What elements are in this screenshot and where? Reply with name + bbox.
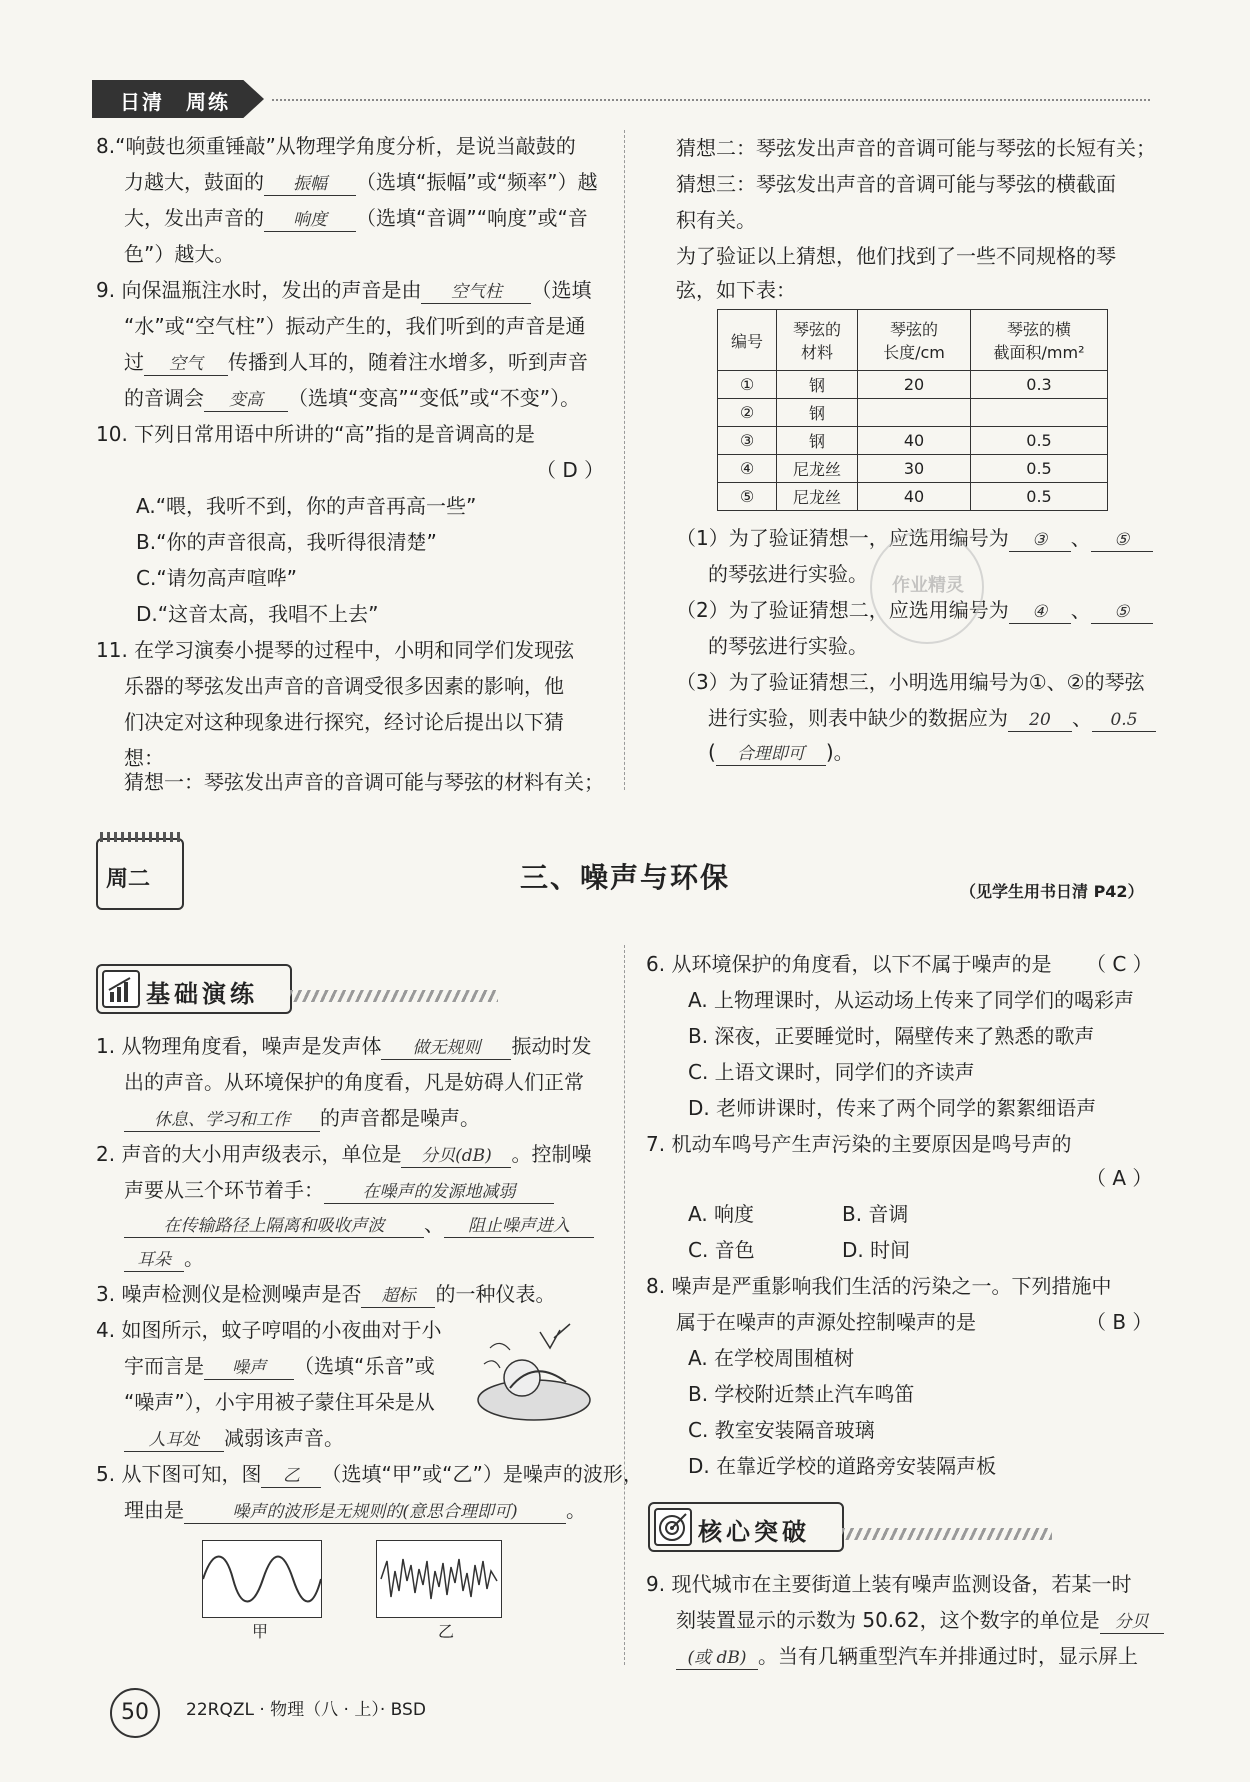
- footer-code: 22RQZL · 物理（八 · 上）· BSD: [186, 1700, 426, 1720]
- q8-answer-2: 响度: [264, 209, 356, 232]
- table-cell: ⑤: [718, 483, 777, 511]
- basic-q4-answer-1: 噪声: [204, 1357, 294, 1380]
- badge-stripe-2: [842, 1528, 1052, 1540]
- waveform-jia-label: 甲: [252, 1622, 269, 1641]
- badge-core: [648, 1502, 844, 1552]
- rq9-line3: (或 dB) 。当有几辆重型汽车并排通过时，显示屏上: [676, 1644, 1138, 1670]
- basic-q2-answer-4b: 耳朵: [124, 1249, 184, 1272]
- header-divider: [272, 99, 1150, 101]
- table-header-cell: 琴弦的 长度/cm: [858, 310, 971, 371]
- badge-stripe: [290, 990, 498, 1002]
- q8-line3: 大，发出声音的 响度 （选填“音调”“响度”或“音: [124, 206, 588, 230]
- table-cell: ③: [718, 427, 777, 455]
- table-header-row: [718, 310, 1108, 371]
- table-cell: 尼龙丝: [777, 483, 858, 511]
- string-spec-table: [717, 309, 1108, 511]
- basic-q5-line2: 理由是 噪声的波形是无规则的(意思合理即可) 。: [124, 1498, 586, 1522]
- basic-q4-line2: 宇而言是 噪声 （选填“乐音”或: [124, 1354, 435, 1378]
- table-cell: [858, 399, 971, 427]
- basic-q2-answer-1: 分贝(dB): [401, 1145, 511, 1168]
- basic-q4-line3: “噪声”），小宇用被子蒙住耳朵是从: [124, 1390, 435, 1414]
- waveform-yi: [376, 1540, 502, 1618]
- rq8-option-d: D. 在靠近学校的道路旁安装隔声板: [688, 1454, 997, 1478]
- basic-q2-answer-2: 在噪声的发源地减弱: [324, 1181, 554, 1204]
- rq7-option-d: D. 时间: [842, 1238, 911, 1262]
- waveform-yi-label: 乙: [438, 1622, 455, 1641]
- basic-q2-line2: 声要从三个环节着手： 在噪声的发源地减弱: [124, 1178, 554, 1204]
- table-cell: 0.5: [971, 427, 1108, 455]
- table-cell: ④: [718, 455, 777, 483]
- rq8-option-c: C. 教室安装隔音玻璃: [688, 1418, 875, 1442]
- verify-line2: 弦，如下表：: [676, 278, 796, 302]
- basic-q1-line2: 出的声音。从环境保护的角度看，凡是妨碍人们正常: [124, 1070, 584, 1094]
- table-row: [718, 427, 1108, 455]
- sub1-line1: （1）为了验证猜想一，应选用编号为 ③ 、 ⑤: [676, 526, 1153, 552]
- table-cell: 40: [858, 427, 971, 455]
- table-cell: 钢: [777, 371, 858, 399]
- q10-option-c: C.“请勿高声喧哗”: [136, 566, 298, 590]
- table-header-cell: 琴弦的 材料: [777, 310, 858, 371]
- rq9-answer-b: (或 dB): [676, 1647, 758, 1670]
- q8-line4: 色”）越大。: [124, 242, 235, 266]
- basic-q1-line1: 1. 从物理角度看，噪声是发声体 做无规则 振动时发: [96, 1034, 592, 1058]
- q9-line3: 过 空气 传播到人耳的，随着注水增多，听到声音: [124, 350, 588, 374]
- guess3-line2: 积有关。: [676, 208, 756, 232]
- q9-line4: 的音调会 变高 （选填“变高”“变低”或“不变”）。: [124, 386, 581, 410]
- badge-basic: [96, 964, 292, 1014]
- table-cell: 钢: [777, 427, 858, 455]
- basic-q5-answer-2: 噪声的波形是无规则的(意思合理即可): [184, 1501, 566, 1524]
- badge-basic-label: 基础演练: [146, 980, 258, 1008]
- table-cell: 尼龙丝: [777, 455, 858, 483]
- sub2-answer-1: ④: [1009, 601, 1071, 624]
- sub1-answer-2: ⑤: [1091, 529, 1153, 552]
- column-divider: [624, 130, 625, 790]
- q9-answer-2: 空气: [144, 353, 228, 376]
- section-title: 三、噪声与环保: [520, 861, 731, 894]
- target-icon: [654, 1508, 692, 1546]
- rq7-option-b: B. 音调: [842, 1202, 909, 1226]
- basic-q1-answer-2: 休息、学习和工作: [124, 1109, 320, 1132]
- basic-q4-answer-2: 人耳处: [124, 1429, 224, 1452]
- verify-line1: 为了验证以上猜想，他们找到了一些不同规格的琴: [676, 244, 1116, 268]
- q10-stem: 10. 下列日常用语中所讲的“高”指的是音调高的是: [96, 422, 535, 446]
- rq8-option-a: A. 在学校周围植树: [688, 1346, 855, 1370]
- sub1-line2: 的琴弦进行实验。: [708, 562, 868, 586]
- rq6-option-a: A. 上物理课时，从运动场上传来了同学们的喝彩声: [688, 988, 1135, 1012]
- sub2-answer-2: ⑤: [1091, 601, 1153, 624]
- header-title: 日清 周练: [120, 90, 230, 114]
- rq9-answer: 分贝: [1100, 1611, 1164, 1634]
- table-row: [718, 371, 1108, 399]
- sub2-line1: （2）为了验证猜想二，应选用编号为 ④ 、 ⑤: [676, 598, 1153, 624]
- basic-q5-line1: 5. 从下图可知，图 乙 （选填“甲”或“乙”）是噪声的波形，: [96, 1462, 643, 1486]
- basic-q2-line3: 在传输路径上隔离和吸收声波 、 阻止噪声进入: [124, 1212, 594, 1238]
- column-divider-2: [624, 945, 625, 1665]
- badge-core-label: 核心突破: [698, 1518, 810, 1546]
- table-row: [718, 399, 1108, 427]
- q8-line2: 力越大，鼓面的 振幅 （选填“振幅”或“频率”）越: [124, 170, 598, 194]
- q10-option-b: B.“你的声音很高，我听得很清楚”: [136, 530, 437, 554]
- table-cell: 0.5: [971, 483, 1108, 511]
- sub1-answer-1: ③: [1009, 529, 1071, 552]
- q11-line4: 想：: [124, 746, 164, 770]
- basic-q1-line3: 休息、学习和工作 的声音都是噪声。: [124, 1106, 480, 1132]
- rq9-line1: 9. 现代城市在主要街道上装有噪声监测设备，若某一时: [646, 1572, 1132, 1596]
- basic-q5-answer-1: 乙: [261, 1465, 321, 1488]
- guess2: 猜想二：琴弦发出声音的音调可能与琴弦的长短有关；: [676, 136, 1156, 160]
- table-cell: 0.3: [971, 371, 1108, 399]
- rq8-option-b: B. 学校附近禁止汽车鸣笛: [688, 1382, 915, 1406]
- sub3-line3: ( 合理即可 )。: [708, 740, 854, 764]
- basic-q4-line4: 人耳处 减弱该声音。: [124, 1426, 344, 1452]
- basic-q2-line1: 2. 声音的大小用声级表示，单位是 分贝(dB) 。控制噪: [96, 1142, 592, 1166]
- table-cell: ②: [718, 399, 777, 427]
- q9-answer-1: 空气柱: [421, 281, 531, 304]
- table-header-cell: 编号: [718, 310, 777, 371]
- table-row: [718, 483, 1108, 511]
- basic-q3: 3. 噪声检测仪是检测噪声是否 超标 的一种仪表。: [96, 1282, 556, 1306]
- guess3-line1: 猜想三：琴弦发出声音的音调可能与琴弦的横截面: [676, 172, 1116, 196]
- basic-q3-answer: 超标: [361, 1285, 435, 1308]
- rq8-line1: 8. 噪声是严重影响我们生活的污染之一。下列措施中: [646, 1274, 1112, 1298]
- day-label: 周二: [106, 867, 151, 892]
- table-cell: 0.5: [971, 455, 1108, 483]
- q11-guess1: 猜想一：琴弦发出声音的音调可能与琴弦的材料有关；: [124, 770, 604, 794]
- table-row: [718, 455, 1108, 483]
- sub3-answer-3: 合理即可: [716, 743, 826, 766]
- basic-q2-answer-3: 在传输路径上隔离和吸收声波: [124, 1215, 424, 1238]
- table-cell: 20: [858, 371, 971, 399]
- section-reference: （见学生用书日清 P42）: [960, 882, 1144, 901]
- sub2-line2: 的琴弦进行实验。: [708, 634, 868, 658]
- sub3-answer-2: 0.5: [1092, 709, 1156, 732]
- rq9-line2: 刻装置显示的示数为 50.62，这个数字的单位是 分贝: [676, 1608, 1164, 1634]
- rq6-stem: 6. 从环境保护的角度看，以下不属于噪声的是: [646, 952, 1052, 976]
- q11-line3: 们决定对这种现象进行探究，经讨论后提出以下猜: [124, 710, 564, 734]
- rq6-option-c: C. 上语文课时，同学们的齐读声: [688, 1060, 975, 1084]
- sub3-line2: 进行实验，则表中缺少的数据应为 20 、 0.5: [708, 706, 1156, 732]
- q9-answer-3: 变高: [204, 389, 288, 412]
- rq6-option-d: D. 老师讲课时，传来了两个同学的絮絮细语声: [688, 1096, 1097, 1120]
- rq6-option-b: B. 深夜，正要睡觉时，隔壁传来了熟悉的歌声: [688, 1024, 1095, 1048]
- q10-option-a: A.“喂，我听不到，你的声音再高一些”: [136, 494, 477, 518]
- basic-q2-line4: 耳朵 。: [124, 1246, 204, 1272]
- q8-answer-1: 振幅: [264, 173, 356, 196]
- table-cell: ①: [718, 371, 777, 399]
- spiral-binding: [100, 832, 180, 842]
- waveform-jia: [202, 1540, 322, 1618]
- rq6-answer: （ C ）: [1086, 952, 1153, 976]
- q9-line2: “水”或“空气柱”）振动产生的，我们听到的声音是通: [124, 314, 586, 338]
- page-number: 50: [100, 1678, 171, 1749]
- mosquito-illustration: [470, 1318, 598, 1428]
- table-cell: 钢: [777, 399, 858, 427]
- sub3-line1: （3）为了验证猜想三，小明选用编号为①、②的琴弦: [676, 670, 1145, 694]
- q11-line2: 乐器的琴弦发出声音的音调受很多因素的影响，他: [124, 674, 564, 698]
- table-cell: 30: [858, 455, 971, 483]
- q9-line1: 9. 向保温瓶注水时，发出的声音是由 空气柱 （选填: [96, 278, 592, 302]
- q8-line1: 8.“响鼓也须重锤敲”从物理学角度分析，是说当敲鼓的: [96, 134, 576, 158]
- basic-q2-answer-4: 阻止噪声进入: [444, 1215, 594, 1238]
- sub3-answer-1: 20: [1008, 709, 1072, 732]
- table-cell: 40: [858, 483, 971, 511]
- watermark-stamp: 作业精灵: [870, 530, 984, 644]
- bar-chart-icon: [102, 970, 140, 1008]
- q10-answer: （ D ）: [536, 458, 605, 482]
- q11-line1: 11. 在学习演奏小提琴的过程中，小明和同学们发现弦: [96, 638, 575, 662]
- q10-option-d: D.“这音太高，我唱不上去”: [136, 602, 379, 626]
- basic-q4-line1: 4. 如图所示，蚊子哼唱的小夜曲对于小: [96, 1318, 442, 1342]
- table-header-cell: 琴弦的横 截面积/mm²: [971, 310, 1108, 371]
- rq8-answer: （ B ）: [1086, 1310, 1153, 1334]
- basic-q1-answer-1: 做无规则: [381, 1037, 511, 1060]
- rq7-stem: 7. 机动车鸣号产生声污染的主要原因是鸣号声的: [646, 1132, 1072, 1156]
- rq7-option-a: A. 响度: [688, 1202, 755, 1226]
- rq7-option-c: C. 音色: [688, 1238, 755, 1262]
- table-cell: [971, 399, 1108, 427]
- rq8-line2: 属于在噪声的声源处控制噪声的是: [676, 1310, 976, 1334]
- rq7-answer: （ A ）: [1086, 1166, 1153, 1190]
